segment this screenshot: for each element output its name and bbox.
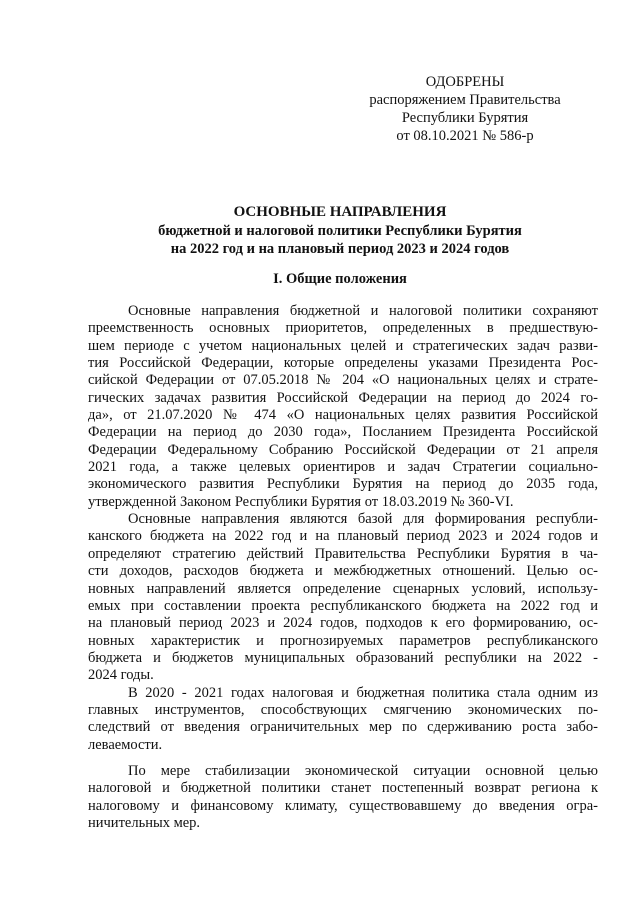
approval-decree-line: распоряжением Правительства: [369, 92, 561, 108]
paragraph-line: главных инструментов, способствующих смягчению экономических по-: [88, 701, 598, 718]
paragraph-line: шем периоде с учетом национальных целей и стратегических задач разви-: [88, 337, 598, 354]
paragraph-line: новных направлений является определение сценарных условий, использу-: [88, 580, 598, 597]
paragraph-line: леваемости.: [88, 736, 163, 753]
paragraph-line: преемственность основных приоритетов, определенных в предшествую-: [88, 320, 598, 337]
paragraph-line: емых при составлении проекта республиканского бюджета на 2022 год и: [88, 597, 598, 614]
section-heading: I. Общие положения: [273, 271, 407, 287]
document-title-main: ОСНОВНЫЕ НАПРАВЛЕНИЯ: [233, 204, 447, 220]
paragraph-line: гических задачах развития Российской Федерации на период до 2024 го-: [88, 389, 598, 406]
approval-title: ОДОБРЕНЫ: [425, 74, 505, 90]
paragraph-line: Федерации на период до 2030 года», Посланием Президента Российской: [88, 424, 598, 441]
approval-date-line: от 08.10.2021 № 586-р: [396, 128, 534, 144]
paragraph-line: В 2020 - 2021 годах налоговая и бюджетная политика стала одним из: [128, 684, 598, 701]
paragraph-line: 2024 годы.: [88, 667, 154, 684]
paragraph-line: следствий от введения ограничительных мер по сдерживанию роста забо-: [88, 719, 598, 736]
paragraph-line: на плановый период 2023 и 2024 годов, подходов к его формированию, ос-: [88, 615, 598, 632]
document-title-subtitle: бюджетной и налоговой политики Республики Бурятия: [158, 222, 522, 239]
document-title-period: на 2022 год и на плановый период 2023 и 2024 годов: [170, 241, 510, 257]
paragraph-line: 2021 года, а также целевых ориентиров и задач Стратегии социально-: [88, 459, 598, 476]
paragraph-line: ничительных мер.: [88, 814, 201, 831]
paragraph-line: сийской Федерации от 07.05.2018 № 204 «О национальных целях и страте-: [88, 372, 598, 389]
paragraph-line: Федерации Федеральному Собранию Российской Федерации от 21 апреля: [88, 441, 598, 458]
paragraph: [88, 511, 598, 684]
paragraph-line: бюджета и бюджетов муниципальных образований республики на 2022 -: [88, 649, 598, 666]
paragraph-line: налоговому и финансовому климату, существовавшему до введения огра-: [88, 797, 598, 814]
paragraph: [88, 303, 598, 511]
paragraph-line: канского бюджета на 2022 год и на плановый период 2023 и 2024 годов и: [88, 528, 598, 545]
paragraph: [88, 685, 598, 754]
paragraph-line: Основные направления являются базой для формирования республи-: [128, 511, 598, 528]
paragraph-line: экономического развития Республики Бурятия на период до 2035 года,: [88, 476, 598, 493]
paragraph-line: определяют стратегию действий Правительства Республики Бурятия в ча-: [88, 545, 598, 562]
paragraph-line: По мере стабилизации экономической ситуации основной целью: [128, 762, 598, 779]
document-title: [60, 203, 620, 259]
paragraph-line: налоговой и бюджетной политики станет постепенный возврат региона к: [88, 780, 598, 797]
paragraph-line: Основные направления бюджетной и налоговой политики сохраняют: [128, 303, 598, 319]
approval-region-line: Республики Бурятия: [401, 110, 529, 126]
paragraph: [88, 763, 598, 832]
approval-stamp: [340, 73, 590, 145]
paragraph-line: утвержденной Законом Республики Бурятия от 18.03.2019 № 360-VI.: [88, 493, 514, 510]
document-body: [88, 303, 598, 832]
paragraph-line: сти доходов, расходов бюджета и межбюджетных отношений. Целью ос-: [88, 563, 598, 580]
paragraph-line: новных характеристик и прогнозируемых параметров республиканского: [88, 632, 598, 649]
paragraph-line: да», от 21.07.2020 № 474 «О национальных целях развития Российской: [88, 407, 598, 424]
paragraph-line: тия Российской Федерации, которые определены указами Президента Рос-: [88, 355, 598, 372]
